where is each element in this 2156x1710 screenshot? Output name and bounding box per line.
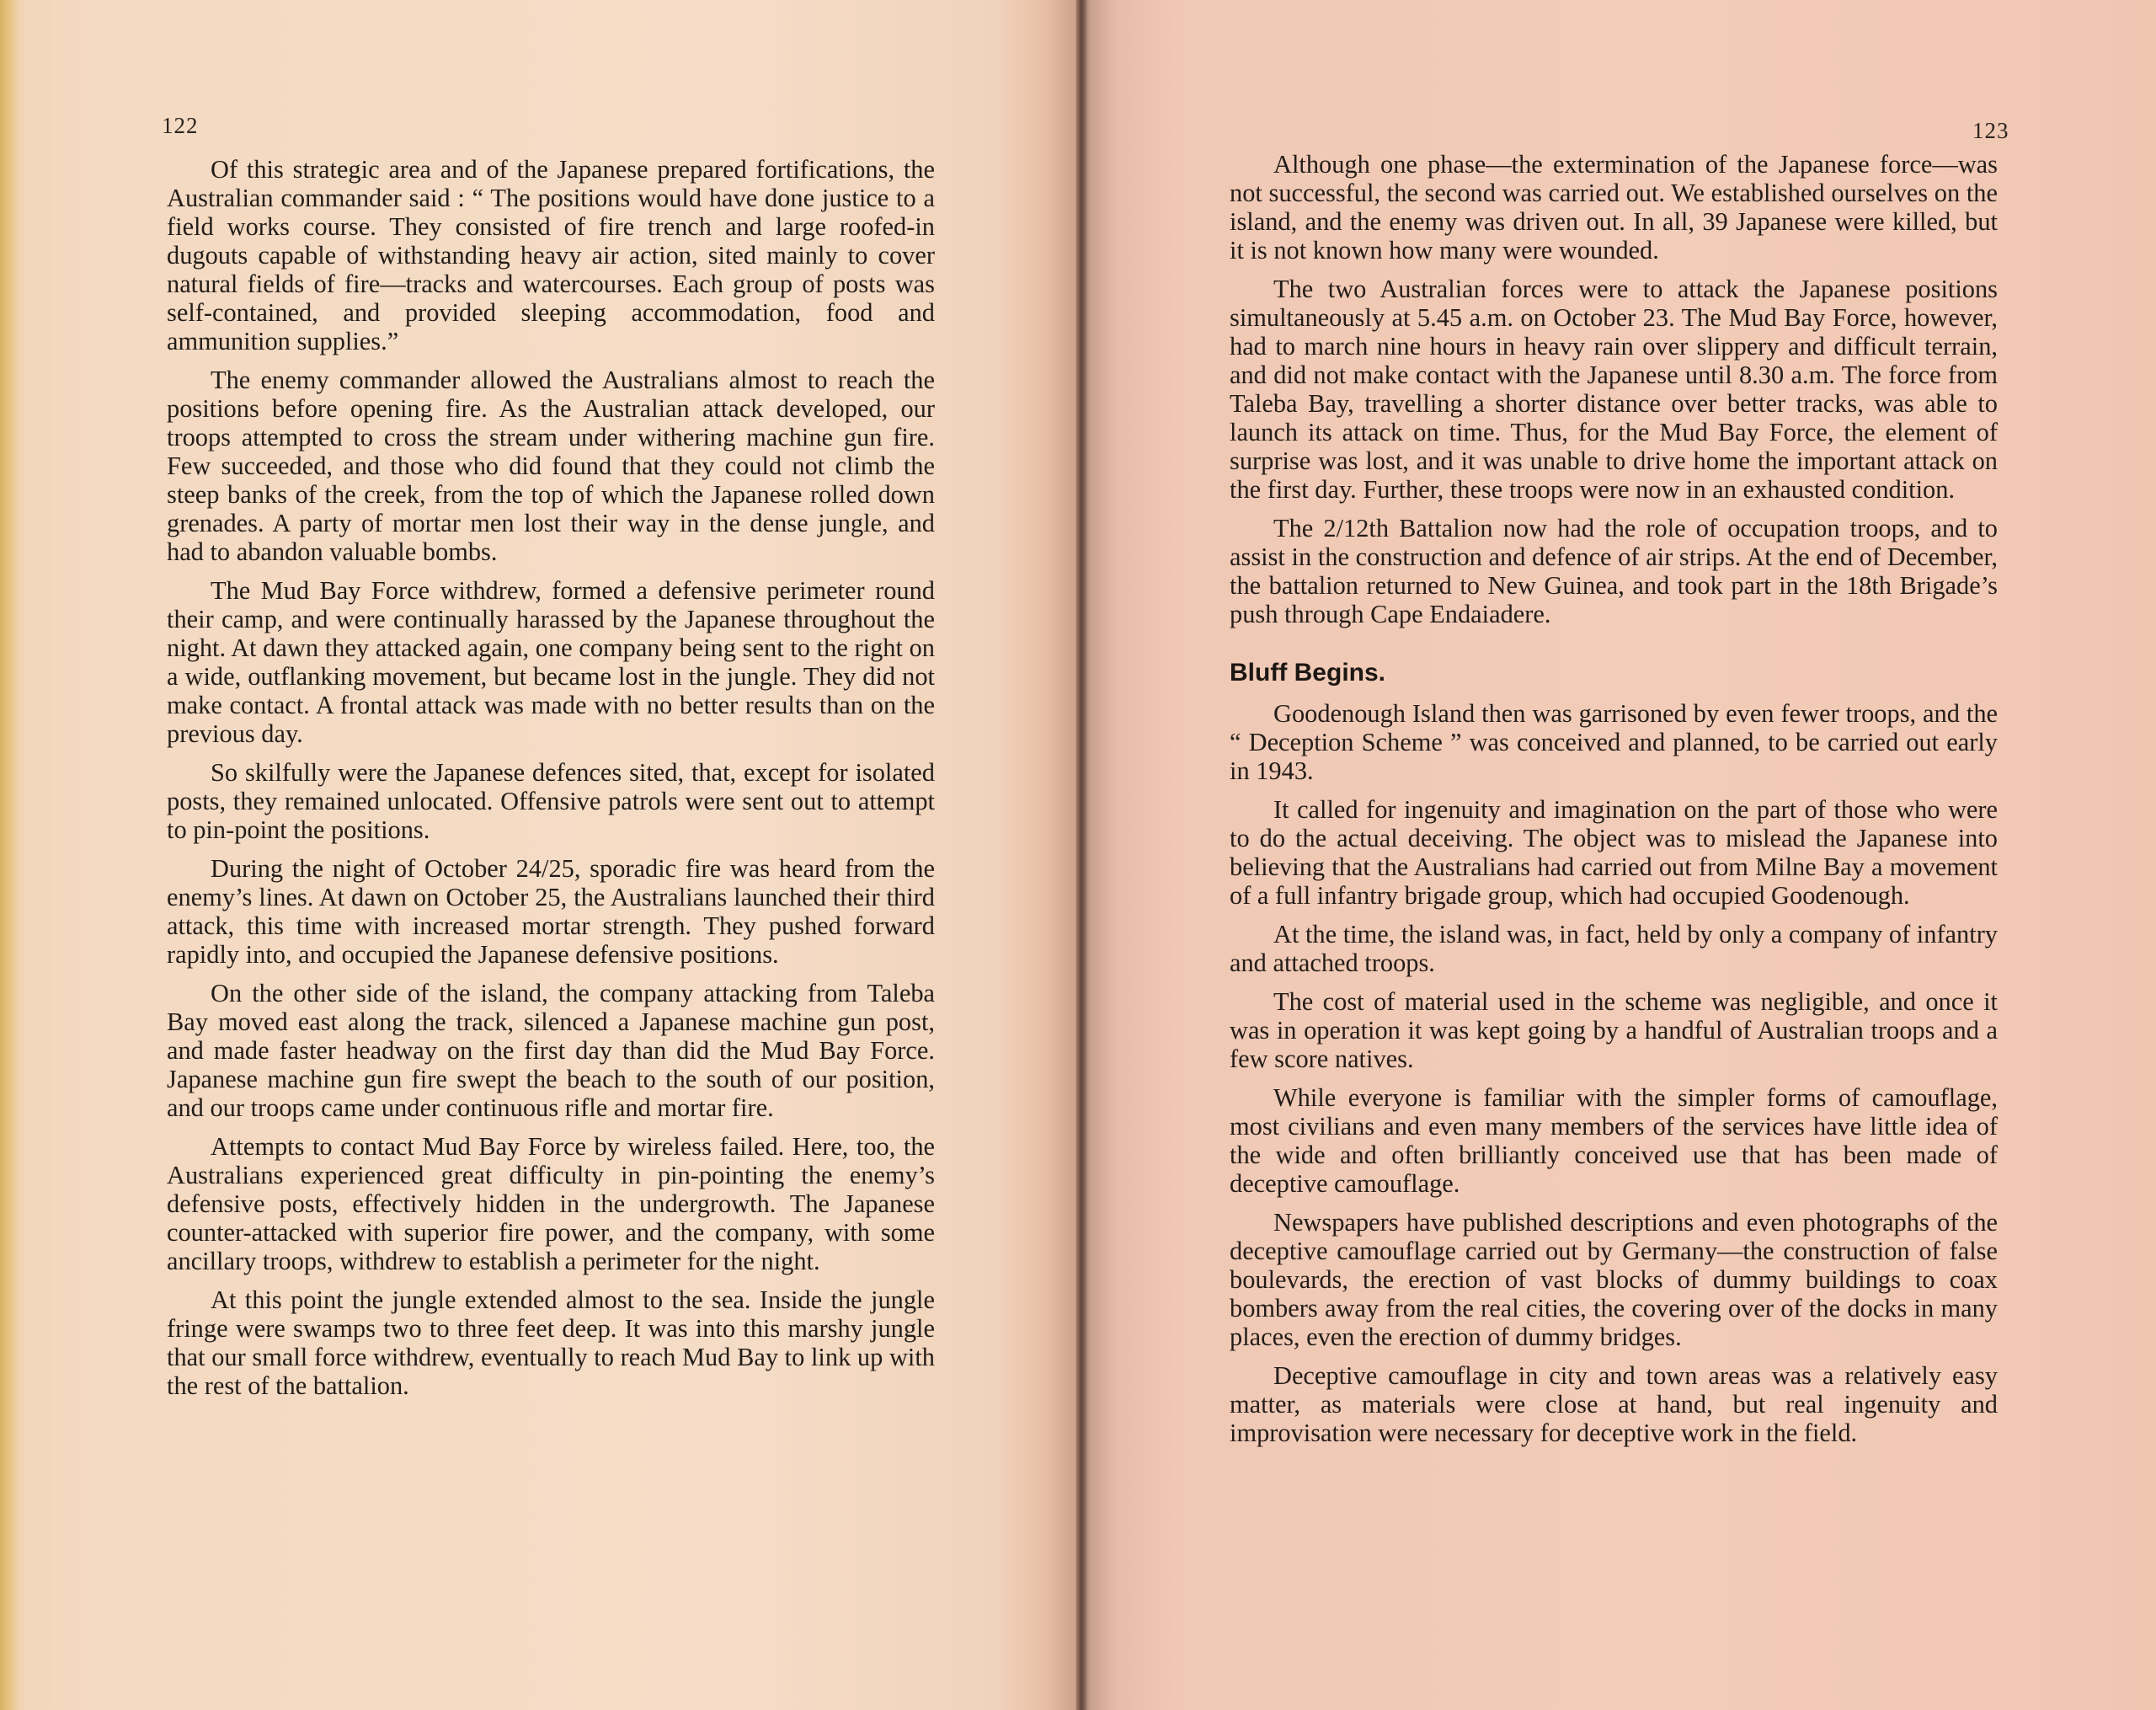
- section-heading: Bluff Begins.: [1230, 659, 1385, 687]
- paragraph: At the time, the island was, in fact, held by only a company of infantry and attached troops.: [1230, 920, 1999, 977]
- paragraph: Deceptive camouflage in city and town areas was a relatively easy matter, as materials were close at hand, but real ingenuity and improvisation were necessary for deceptive work in the field.: [1230, 1361, 1998, 1447]
- paragraph: So skilfully were the Japanese defences sited, that, except for isolated posts, they remained unlocated. Offensive patrols were sent out to attempt to pin-point the positions.: [167, 758, 935, 844]
- page-number: 123: [1972, 118, 2009, 143]
- paragraph: Of this strategic area and of the Japanese prepared fortifications, the Australian commander said : “ The positions would have done justice to a field works course. They consisted of fire trench and large roofed-in dugouts capable of withstanding heavy air action, sited mainly to cover natural fields of fire—tracks and watercourses. Each group of posts was self-contained, and provided sleeping accommodation, food and ammunition supplies.”: [167, 155, 935, 355]
- paragraph: Although one phase—the extermination of the Japanese force—was not successful, the second was carried out. We established ourselves on the island, and the enemy was driven out. In all, 39 Japanese were killed, but it is not known how many were wounded.: [1230, 150, 1998, 265]
- paragraph: Goodenough Island then was garrisoned by even fewer troops, and the “ Deception Scheme ” was conceived and planned, to be carried out early in 1943.: [1230, 699, 1998, 785]
- page-number: 122: [162, 113, 199, 138]
- right-page: [1082, 0, 2156, 1710]
- paragraph: On the other side of the island, the company attacking from Taleba Bay moved east along the track, silenced a Japanese machine gun post, and made faster headway on the first day than did the Mud Bay Force. Japanese machine gun fire swept the beach to the south of our position, and our troops came under continuous rifle and mortar fire.: [167, 979, 935, 1122]
- paragraph: While everyone is familiar with the simpler forms of camouflage, most civilians and even many members of the services have little idea of the wide and often brilliantly conceived use that has been made of deceptive camouflage.: [1230, 1083, 1998, 1198]
- paragraph: Newspapers have published descriptions and even photographs of the deceptive camouflage carried out by Germany—the construction of false boulevards, the erection of vast blocks of dummy buildings to coax bombers away from the real cities, the covering over of the docks in many places, even the erection of dummy bridges.: [1230, 1208, 1998, 1351]
- right-page-body: [1230, 150, 1998, 1457]
- paragraph: The 2/12th Battalion now had the role of occupation troops, and to assist in the construction and defence of air strips. At the end of December, the battalion returned to New Guinea, and took part in the 18th Brigade’s push through Cape Endaiadere.: [1230, 514, 1998, 628]
- paragraph: The cost of material used in the scheme was negligible, and once it was in operation it was kept going by a handful of Australian troops and a few score natives.: [1230, 987, 1998, 1073]
- paragraph: The Mud Bay Force withdrew, formed a defensive perimeter round their camp, and were continually harassed by the Japanese throughout the night. At dawn they attacked again, one company being sent to the right on a wide, outflanking movement, but became lost in the jungle. They did not make contact. A frontal attack was made with no better results than on the previous day.: [167, 576, 935, 748]
- paragraph: Attempts to contact Mud Bay Force by wireless failed. Here, too, the Australians experienced great difficulty in pin-pointing the enemy’s defensive posts, effectively hidden in the undergrowth. The Japanese counter-attacked with superior fire power, and the company, with some ancillary troops, withdrew to establish a perimeter for the night.: [167, 1132, 935, 1275]
- left-page-body: [167, 155, 935, 1410]
- paragraph: The enemy commander allowed the Australians almost to reach the positions before opening fire. As the Australian attack developed, our troops attempted to cross the stream under withering machine gun fire. Few succeeded, and those who did found that they could not climb the steep banks of the creek, from the top of which the Japanese rolled down grenades. A party of mortar men lost their way in the dense jungle, and had to abandon valuable bombs.: [167, 366, 935, 566]
- paragraph: At this point the jungle extended almost to the sea. Inside the jungle fringe were swamps two to three feet deep. It was into this marshy jungle that our small force withdrew, eventually to reach Mud Bay to link up with the rest of the battalion.: [167, 1285, 935, 1400]
- book-gutter: [1076, 0, 1086, 1710]
- paragraph: It called for ingenuity and imagination on the part of those who were to do the actual deceiving. The object was to mislead the Japanese into believing that the Australians had carried out from Milne Bay a movement of a full infantry brigade group, which had occupied Goodenough.: [1230, 795, 1998, 910]
- paragraph: The two Australian forces were to attack the Japanese positions simultaneously at 5.45 a.m. on October 23. The Mud Bay Force, however, had to march nine hours in heavy rain over slippery and difficult terrain, and did not make contact with the Japanese until 8.30 a.m. The force from Taleba Bay, travelling a shorter distance over better tracks, was able to launch its attack on time. Thus, for the Mud Bay Force, the element of surprise was lost, and it was unable to drive home the important attack on the first day. Further, these troops were now in an exhausted condition.: [1230, 275, 1998, 504]
- paragraph: During the night of October 24/25, sporadic fire was heard from the enemy’s lines. At dawn on October 25, the Australians launched their third attack, this time with increased mortar strength. They pushed forward rapidly into, and occupied the Japanese defensive positions.: [167, 854, 935, 969]
